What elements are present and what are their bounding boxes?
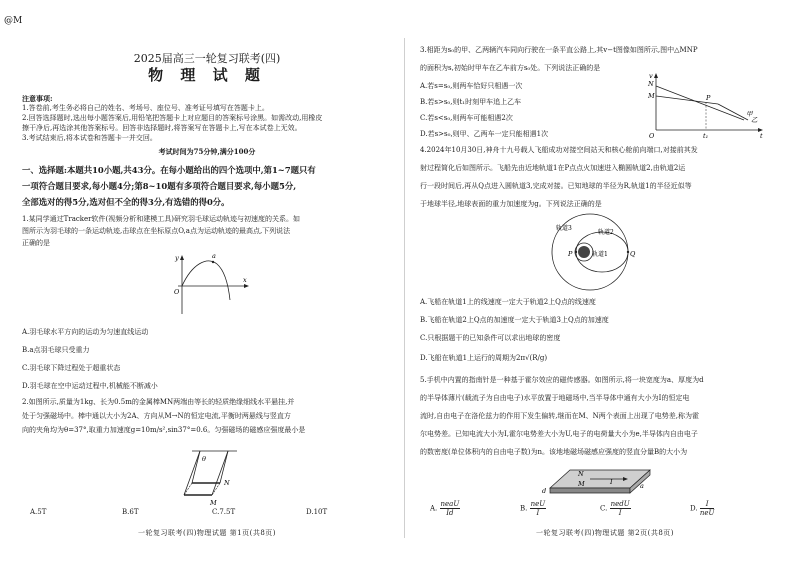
watermark: @M [4,16,23,26]
q3-stem: 3.相距为s₀的甲、乙两辆汽车同向行驶在一条平直公路上,其v−t图像如图所示,图中△MNP [420,46,698,54]
q2-option-b[interactable]: B.6T [122,508,139,516]
q3-option[interactable]: C.若s<s₀,则两车可能相遇2次 [420,114,513,122]
orbit3-label: 轨道3 [556,225,572,232]
origin-label: O [649,132,655,140]
q1-option[interactable]: A.羽毛球水平方向的运动为匀速直线运动 [22,328,149,336]
q5-stem: 尔电势差。已知电流大小为I,霍尔电势差大小为U,电子的电荷量大小为e,半导体内自由电子 [420,430,698,438]
q2-option-c[interactable]: C.7.5T [212,508,236,516]
q5-stem: 5.手机中内置的指南针是一种基于霍尔效应的磁传感器。如图所示,将一块宽度为a、厚度为d [420,376,704,384]
n-label: N [224,479,230,487]
q1-trajectory-figure [172,252,252,322]
theta-label: θ [202,455,206,463]
q3-option[interactable]: D.若s>s₀,则甲、乙两车一定只能相遇1次 [420,130,549,138]
page-footer: 一轮复习联考(四)物理试题 第2页(共8页) [535,529,675,537]
q1-stem: 1.某同学通过Tracker软件(视频分析和建模工具)研究羽毛球运动轨迹与初速度的关系。如 [22,215,300,223]
section-heading: 一、选择题:本题共10小题,共43分。在每小题给出的四个选项中,第1~7题只有 [22,165,316,175]
q4-stem: 射过程简化后如图所示。飞船先由近地轨道1在P点点火加速进入椭圆轨道2,由轨道2运 [420,164,686,172]
n-label: N [578,470,584,478]
note-line: 1.答卷前,考生务必将自己的姓名、考场号、座位号、准考证号填写在答题卡上。 [22,104,269,112]
q4-stem: 4.2024年10月30日,神舟十九号载人飞船成功对接空间站天和核心舱前向端口,对接前其发 [420,146,698,154]
m-label: M [648,92,655,100]
page-footer: 一轮复习联考(四)物理试题 第1页(共8页) [137,529,277,537]
q5-stem: 的数密度(单位体积内的自由电子数)为n。该地地磁场磁感应强度的竖直分量B的大小为 [420,448,688,456]
q1-option[interactable]: C.羽毛球下降过程处于超重状态 [22,364,121,372]
subject-title: 物 理 试 题 [148,66,266,84]
n-label: N [648,80,654,88]
q5-stem: 流时,自由电子在洛伦兹力的作用下发生偏转,继而在M、N两个表面上出现了电势差,称为霍 [420,412,699,420]
q4-option[interactable]: D.飞船在轨道1上运行的周期为2π√(R/g) [420,354,548,362]
q4-option[interactable]: A.飞船在轨道1上的线速度一定大于轨道2上Q点的线速度 [420,298,596,306]
q5-option-c[interactable]: C. nedU I [600,500,630,517]
yi-label: 乙 [751,116,758,124]
q4-option[interactable]: C.只根据题干的已知条件可以求出地球的密度 [420,334,561,342]
q2-option-a[interactable]: A.5T [30,508,47,516]
q5-option-a[interactable]: A. neaU Id [430,500,460,517]
q5-stem: 的半导体薄片(载流子为自由电子)水平放置于地磁场中,当半导体中通有大小为I的恒定电 [420,394,690,402]
q4-stem: 行一段时间后,再从Q点进入圆轨道3,完成对接。已知地球的半径为R,轨道1的半径近似等 [420,182,692,190]
q1-option[interactable]: D.羽毛球在空中运动过程中,机械能不断减小 [22,382,158,390]
a-label: a [640,482,644,490]
q3-stem: 的面积为s,初始时甲车在乙车前方s₀处。下列说法正确的是 [420,64,601,72]
d-label: d [542,487,547,495]
notes-heading: 注意事项: [22,94,53,103]
y-axis-label: y [175,254,179,262]
q1-stem: 正确的是 [22,239,50,247]
q-label: Q [630,250,636,258]
orbit1-label: 轨道1 [592,251,608,258]
m-label: M [578,480,585,488]
exam-title: 2025届高三一轮复习联考(四) [133,52,281,65]
q4-stem: 于地球半径,地球表面的重力加速度为g。下列说法正确的是 [420,200,602,208]
q4-option[interactable]: B.飞船在轨道2上Q点的加速度一定大于轨道3上Q点的加速度 [420,316,609,324]
q5-hall-figure [540,462,660,502]
column-divider [404,38,405,538]
note-line: 3.考试结束后,将本试卷和答题卡一并交回。 [22,134,157,142]
v-axis-label: v [649,72,653,80]
q1-stem: 图所示为羽毛球的一条运动轨迹,击球点在坐标原点O,a点为运动轨迹的最高点,下列说法 [22,227,291,235]
q5-option-b[interactable]: B. neU I [520,500,546,517]
right-page [420,0,790,562]
q3-option[interactable]: A.若s=s₀,则两车恰好只相遇一次 [420,82,523,90]
q2-rod-figure [182,447,252,507]
jia-label: 甲 [746,110,753,118]
left-page [22,0,392,562]
m-label: M [210,499,217,507]
point-a-label: a [212,252,216,260]
q2-stem: 处于匀强磁场中。棒中通以大小为2A、方向从M→N的恒定电流,平衡时两悬线与竖直方 [22,412,291,420]
q3-option[interactable]: B.若s>s₀,则t₁时刻甲车追上乙车 [420,98,522,106]
p-label: P [568,250,573,258]
orbit2-label: 轨道2 [598,229,614,236]
origin-label: O [174,288,180,296]
x-axis-label: x [243,276,247,284]
q2-stem: 向的夹角均为θ=37°,取重力加速度g=10m/s²,sin37°=0.6。匀强磁场的磁感应强度最小是 [22,426,306,434]
p-label: P [706,94,711,102]
current-label: I [610,478,613,486]
section-heading: 一项符合题目要求,每小题4分;第8~10题有多项符合题目要求,每小题5分, [22,181,297,191]
q3-vt-figure [648,72,768,140]
t-axis-label: t [760,132,763,140]
time-line: 考试时间为75分钟,满分100分 [158,147,256,156]
note-line: 2.回答选择题时,选出每小题答案后,用铅笔把答题卡上对应题目的答案标号涂黑。如需改动,用橡皮 [22,114,323,122]
q1-option[interactable]: B.a点羽毛球只受重力 [22,346,90,354]
t1-label: t₁ [703,132,709,140]
q2-option-d[interactable]: D.10T [306,508,328,516]
q5-option-d[interactable]: D. I neU [690,500,715,517]
q4-orbit-figure [540,210,640,292]
q2-stem: 2.如图所示,质量为1kg、长为0.5m的金属棒MN两端由等长的轻质绝缘细线水平悬挂,并 [22,398,295,406]
note-line: 擦干净后,再选涂其他答案标号。回答非选择题时,将答案写在答题卡上,写在本试卷上无效。 [22,124,302,132]
section-heading: 全部选对的得5分,选对但不全的得3分,有选错的得0分。 [22,197,230,207]
